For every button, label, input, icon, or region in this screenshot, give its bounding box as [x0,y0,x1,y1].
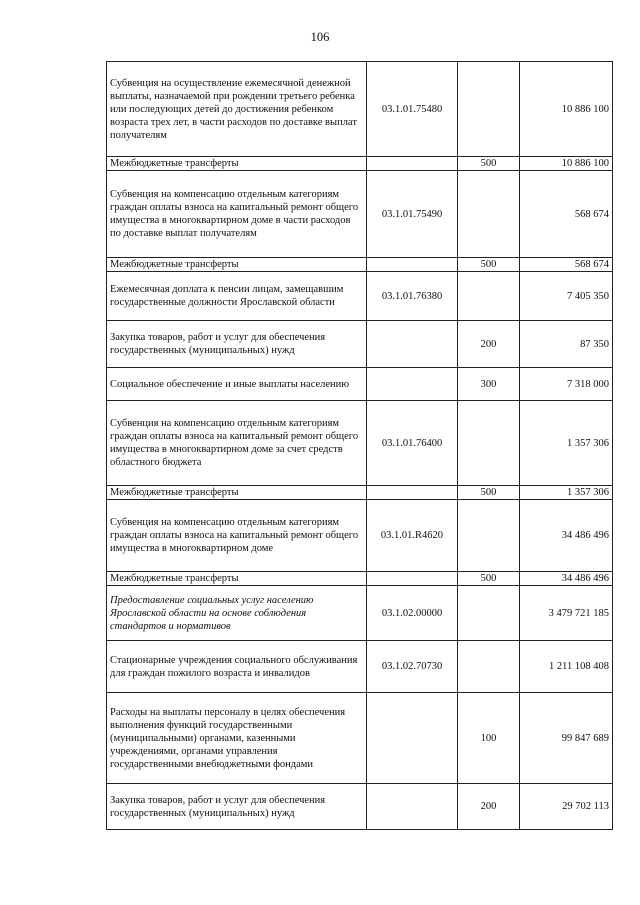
row-type [458,171,520,258]
row-code: 03.1.02.00000 [367,586,458,641]
row-amount: 1 357 306 [520,401,613,486]
row-amount: 7 405 350 [520,272,613,321]
row-type: 100 [458,693,520,784]
row-name: Межбюджетные трансферты [107,258,367,272]
table-row [107,486,613,500]
row-name: Субвенция на компенсацию отдельным категориям граждан оплаты взноса на капитальный ремонт общего имущества в многоквартирном доме [107,500,367,572]
row-code: 03.1.02.70730 [367,641,458,693]
row-name: Ежемесячная доплата к пенсии лицам, замещавшим государственные должности Ярославской области [107,272,367,321]
row-type: 500 [458,157,520,171]
row-type: 500 [458,486,520,500]
table-row [107,368,613,401]
row-name: Субвенция на компенсацию отдельным категориям граждан оплаты взноса на капитальный ремонт общего имущества в многоквартирном доме за счет средств областного бюджета [107,401,367,486]
table-row [107,258,613,272]
row-type: 200 [458,321,520,368]
row-code [367,486,458,500]
row-type [458,401,520,486]
row-name: Субвенция на компенсацию отдельным категориям граждан оплаты взноса на капитальный ремонт общего имущества в многоквартирном доме в части расходов по доставке выплат получателям [107,171,367,258]
row-amount: 99 847 689 [520,693,613,784]
row-type: 300 [458,368,520,401]
row-type [458,62,520,157]
table-row [107,321,613,368]
row-type: 500 [458,572,520,586]
row-code [367,157,458,171]
page-number: 106 [310,30,330,44]
table-row [107,157,613,171]
row-code [367,368,458,401]
table-row [107,693,613,784]
row-amount: 7 318 000 [520,368,613,401]
table-row [107,401,613,486]
row-code: 03.1.01.76400 [367,401,458,486]
row-name: Межбюджетные трансферты [107,572,367,586]
row-code [367,321,458,368]
row-name: Стационарные учреждения социального обслуживания для граждан пожилого возраста и инвалидов [107,641,367,693]
row-amount: 29 702 113 [520,784,613,830]
row-name: Расходы на выплаты персоналу в целях обеспечения выполнения функций государственными (муниципальными) органами, казенными учреждениями, органами управления государственными внебюджетными фондами [107,693,367,784]
budget-table [106,61,613,830]
row-type: 500 [458,258,520,272]
table-row [107,784,613,830]
row-code [367,784,458,830]
row-code: 03.1.01.76380 [367,272,458,321]
row-name: Субвенция на осуществление ежемесячной денежной выплаты, назначаемой при рождении третьего ребенка или последующих детей до достижения ребенком возраста трех лет, в части расходов по доставке выплат получателям [107,62,367,157]
table-row [107,641,613,693]
row-name: Межбюджетные трансферты [107,157,367,171]
row-type [458,641,520,693]
row-type: 200 [458,784,520,830]
row-code: 03.1.01.R4620 [367,500,458,572]
row-amount: 34 486 496 [520,572,613,586]
table-row [107,572,613,586]
row-code [367,258,458,272]
row-amount: 3 479 721 185 [520,586,613,641]
row-type [458,586,520,641]
row-code [367,572,458,586]
row-amount: 1 357 306 [520,486,613,500]
row-name: Закупка товаров, работ и услуг для обеспечения государственных (муниципальных) нужд [107,321,367,368]
row-name: Предоставление социальных услуг населению Ярославской области на основе соблюдения стандартов и нормативов [107,586,367,641]
table-row [107,171,613,258]
row-amount: 10 886 100 [520,62,613,157]
row-amount: 568 674 [520,258,613,272]
row-name: Социальное обеспечение и иные выплаты населению [107,368,367,401]
row-type [458,500,520,572]
row-name: Закупка товаров, работ и услуг для обеспечения государственных (муниципальных) нужд [107,784,367,830]
table-row [107,272,613,321]
row-amount: 87 350 [520,321,613,368]
table-row [107,500,613,572]
row-amount: 1 211 108 408 [520,641,613,693]
table-row [107,586,613,641]
row-code [367,693,458,784]
table-row [107,62,613,157]
row-amount: 568 674 [520,171,613,258]
row-type [458,272,520,321]
row-code: 03.1.01.75490 [367,171,458,258]
row-amount: 34 486 496 [520,500,613,572]
row-code: 03.1.01.75480 [367,62,458,157]
row-amount: 10 886 100 [520,157,613,171]
row-name: Межбюджетные трансферты [107,486,367,500]
